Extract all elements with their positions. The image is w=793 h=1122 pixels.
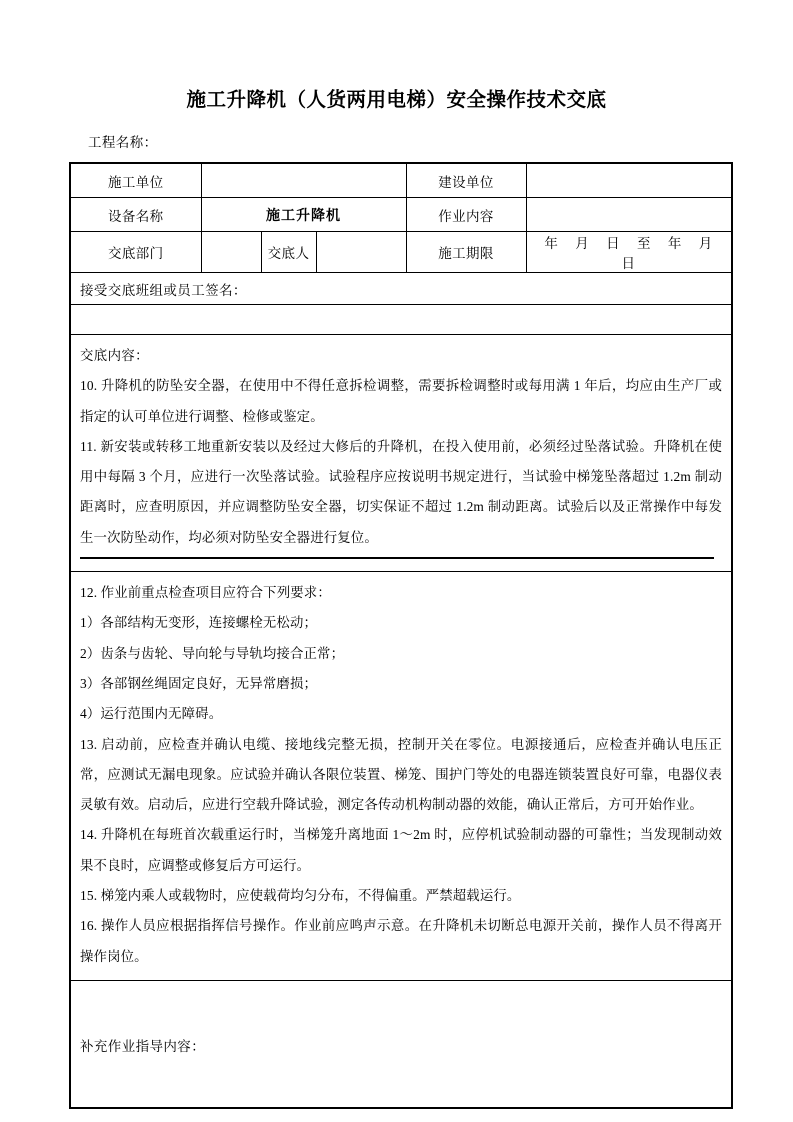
label-equipment-name: 设备名称	[70, 198, 201, 232]
table-row-content-block-2	[70, 572, 732, 981]
disclosure-content-block-2	[70, 572, 732, 981]
table-row-supplement	[70, 980, 732, 1108]
content-item-13: 13. 启动前，应检查并确认电缆、接地线完整无损，控制开关在零位。电源接通后，应检查并确认电压正常，应测试无漏电现象。应试验并确认各限位装置、梯笼、围护门等处的电器连锁装置良好可靠，电器仪表灵敏有效。启动后，应进行空载升降试验，测定各传动机构制动器的效能，确认正常后，方可开始作业。	[80, 736, 723, 813]
label-construction-period: 施工期限	[406, 232, 526, 273]
value-disclosure-department[interactable]	[201, 232, 261, 273]
value-development-unit[interactable]	[526, 163, 732, 198]
label-discloser: 交底人	[261, 232, 316, 273]
disclosure-content-block-1	[70, 335, 732, 572]
label-disclosure-department: 交底部门	[70, 232, 201, 273]
content-item-12-4: 4）运行范围内无障碍。	[80, 706, 223, 722]
supplement-content-cell[interactable]	[70, 980, 732, 1108]
value-signature[interactable]	[70, 305, 732, 335]
table-row-construction-unit	[70, 163, 732, 198]
content-item-12: 12. 作业前重点检查项目应符合下列要求：	[80, 585, 331, 601]
content-divider-rule	[80, 557, 714, 559]
table-row-signature-label	[70, 273, 732, 305]
value-work-content[interactable]	[526, 198, 732, 232]
content-item-11: 11. 新安装或转移工地重新安装以及经过大修后的升降机，在投入使用前，必须经过坠落试验。升降机在使用中每隔 3 个月，应进行一次坠落试验。试验程序应按说明书规定进行，当试验中梯笼坠落超过 1.2m 制动距离时，应查明原因，并应调整防坠安全器，切实保证不超过 1.2m 制动距离。试验后以及正常操作中每发生一次防坠动作，均必须对防坠安全器进行复位。	[80, 438, 723, 545]
content-item-12-3: 3）各部钢丝绳固定良好，无异常磨损；	[80, 675, 318, 691]
table-row-content-block-1	[70, 335, 732, 572]
table-row-signature-blank	[70, 305, 732, 335]
content-item-15: 15. 梯笼内乘人或载物时，应使载荷均匀分布，不得偏重。严禁超载运行。	[80, 888, 521, 904]
page-title: 施工升降机（人货两用电梯）安全操作技术交底	[186, 89, 607, 111]
label-signature: 接受交底班组或员工签名：	[70, 273, 732, 305]
label-development-unit: 建设单位	[406, 163, 526, 198]
content-item-12-1: 1）各部结构无变形，连接螺栓无松动；	[80, 615, 318, 631]
value-construction-period[interactable]	[526, 232, 732, 273]
table-row-equipment-name	[70, 198, 732, 232]
label-construction-unit: 施工单位	[70, 163, 201, 198]
content-item-12-2: 2）齿条与齿轮、导向轮与导轨均接合正常；	[80, 645, 345, 661]
construction-period-date-template: 年 月 日 至 年 月 日	[544, 236, 720, 271]
value-discloser[interactable]	[316, 232, 406, 273]
value-construction-unit[interactable]	[201, 163, 406, 198]
label-work-content: 作业内容	[406, 198, 526, 232]
content-item-14: 14. 升降机在每班首次载重运行时，当梯笼升离地面 1～2m 时，应停机试验制动器的可靠性；当发现制动效果不良时，应调整或修复后方可运行。	[80, 827, 723, 873]
value-equipment-name[interactable]: 施工升降机	[201, 198, 406, 232]
content-item-10: 10. 升降机的防坠安全器，在使用中不得任意拆检调整，需要拆检调整时或每用满 1 年后，均应由生产厂或指定的认可单位进行调整、检修或鉴定。	[80, 378, 723, 424]
technical-disclosure-table	[69, 162, 733, 1109]
project-name-label: 工程名称：	[88, 135, 158, 150]
content-heading: 交底内容：	[80, 348, 149, 363]
table-row-disclosure-dept	[70, 232, 732, 273]
content-item-16: 16. 操作人员应根据指挥信号操作。作业前应鸣声示意。在升降机未切断总电源开关前，操作人员不得离开操作岗位。	[80, 918, 723, 964]
label-supplement: 补充作业指导内容：	[80, 1038, 206, 1054]
